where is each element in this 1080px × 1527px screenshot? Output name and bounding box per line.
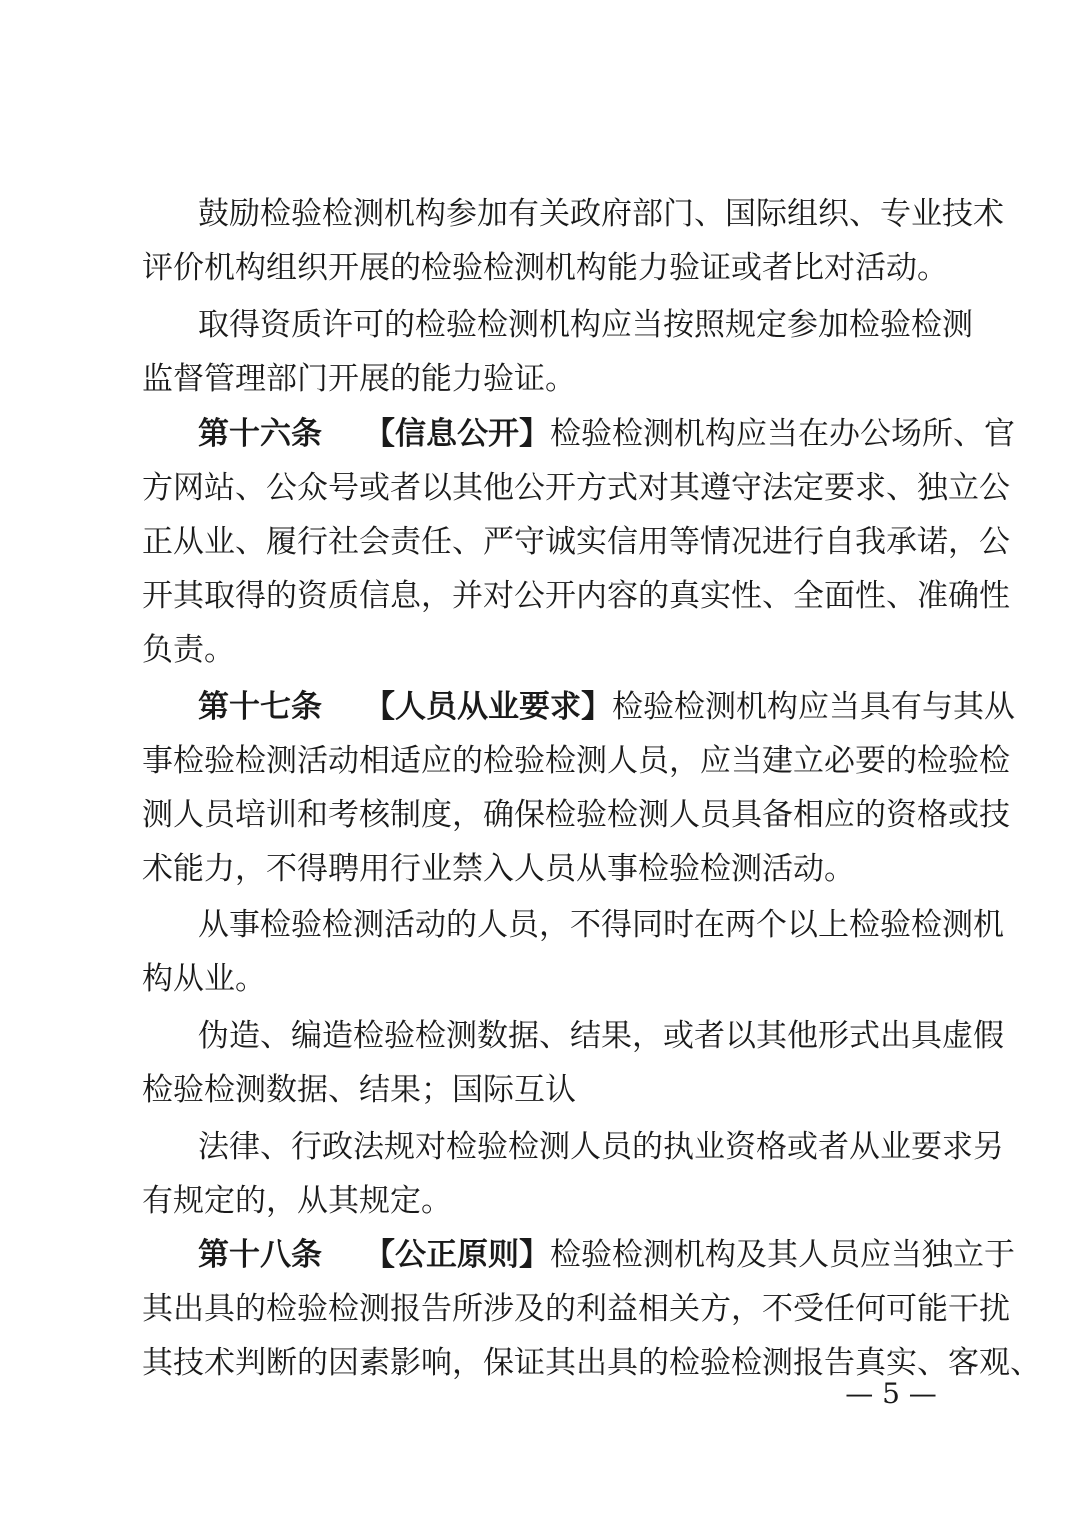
article-title: 【公正原则】: [364, 1237, 550, 1273]
paragraph-line: 检验检测数据、结果；国际互认: [142, 1072, 576, 1108]
paragraph-line: 法律、行政法规对检验检测人员的执业资格或者从业要求另: [198, 1129, 1004, 1165]
paragraph-line: 术能力，不得聘用行业禁入人员从事检验检测活动。: [142, 851, 855, 887]
paragraph-line: 取得资质许可的检验检测机构应当按照规定参加检验检测: [198, 307, 973, 343]
page-number: — 5 —: [845, 1377, 937, 1410]
paragraph-line: 有规定的，从其规定。: [142, 1183, 452, 1219]
paragraph-line: 构从业。: [142, 961, 266, 997]
article-heading-line: [198, 407, 1015, 461]
article-title: 【人员从业要求】: [364, 689, 612, 725]
article-number: 第十八条: [198, 1237, 322, 1273]
article-heading-line: [198, 1228, 1015, 1282]
article-text: 检验检测机构应当具有与其从: [612, 689, 1015, 725]
paragraph-line: 测人员培训和考核制度，确保检验检测人员具备相应的资格或技: [142, 797, 1010, 833]
article-heading-line: [198, 680, 1015, 734]
article-title: 【信息公开】: [364, 416, 550, 452]
paragraph-line: 从事检验检测活动的人员，不得同时在两个以上检验检测机: [198, 907, 1004, 943]
paragraph-line: 正从业、履行社会责任、严守诚实信用等情况进行自我承诺，公: [142, 524, 1010, 560]
article-text: 检验检测机构应当在办公场所、官: [550, 416, 1015, 452]
paragraph-line: 负责。: [142, 632, 235, 668]
paragraph-line: 事检验检测活动相适应的检验检测人员，应当建立必要的检验检: [142, 743, 1010, 779]
paragraph-line: 方网站、公众号或者以其他公开方式对其遵守法定要求、独立公: [142, 470, 1010, 506]
paragraph-line: 鼓励检验检测机构参加有关政府部门、国际组织、专业技术: [198, 196, 1004, 232]
paragraph-line: 其技术判断的因素影响，保证其出具的检验检测报告真实、客观、: [142, 1345, 1041, 1381]
article-text: 检验检测机构及其人员应当独立于: [550, 1237, 1015, 1273]
article-number: 第十六条: [198, 416, 322, 452]
paragraph-line: 监督管理部门开展的能力验证。: [142, 361, 576, 397]
paragraph-line: 评价机构组织开展的检验检测机构能力验证或者比对活动。: [142, 250, 948, 286]
paragraph-line: 其出具的检验检测报告所涉及的利益相关方，不受任何可能干扰: [142, 1291, 1010, 1327]
article-number: 第十七条: [198, 689, 322, 725]
paragraph-line: 开其取得的资质信息，并对公开内容的真实性、全面性、准确性: [142, 578, 1010, 614]
paragraph-line: 伪造、编造检验检测数据、结果，或者以其他形式出具虚假: [198, 1018, 1004, 1054]
